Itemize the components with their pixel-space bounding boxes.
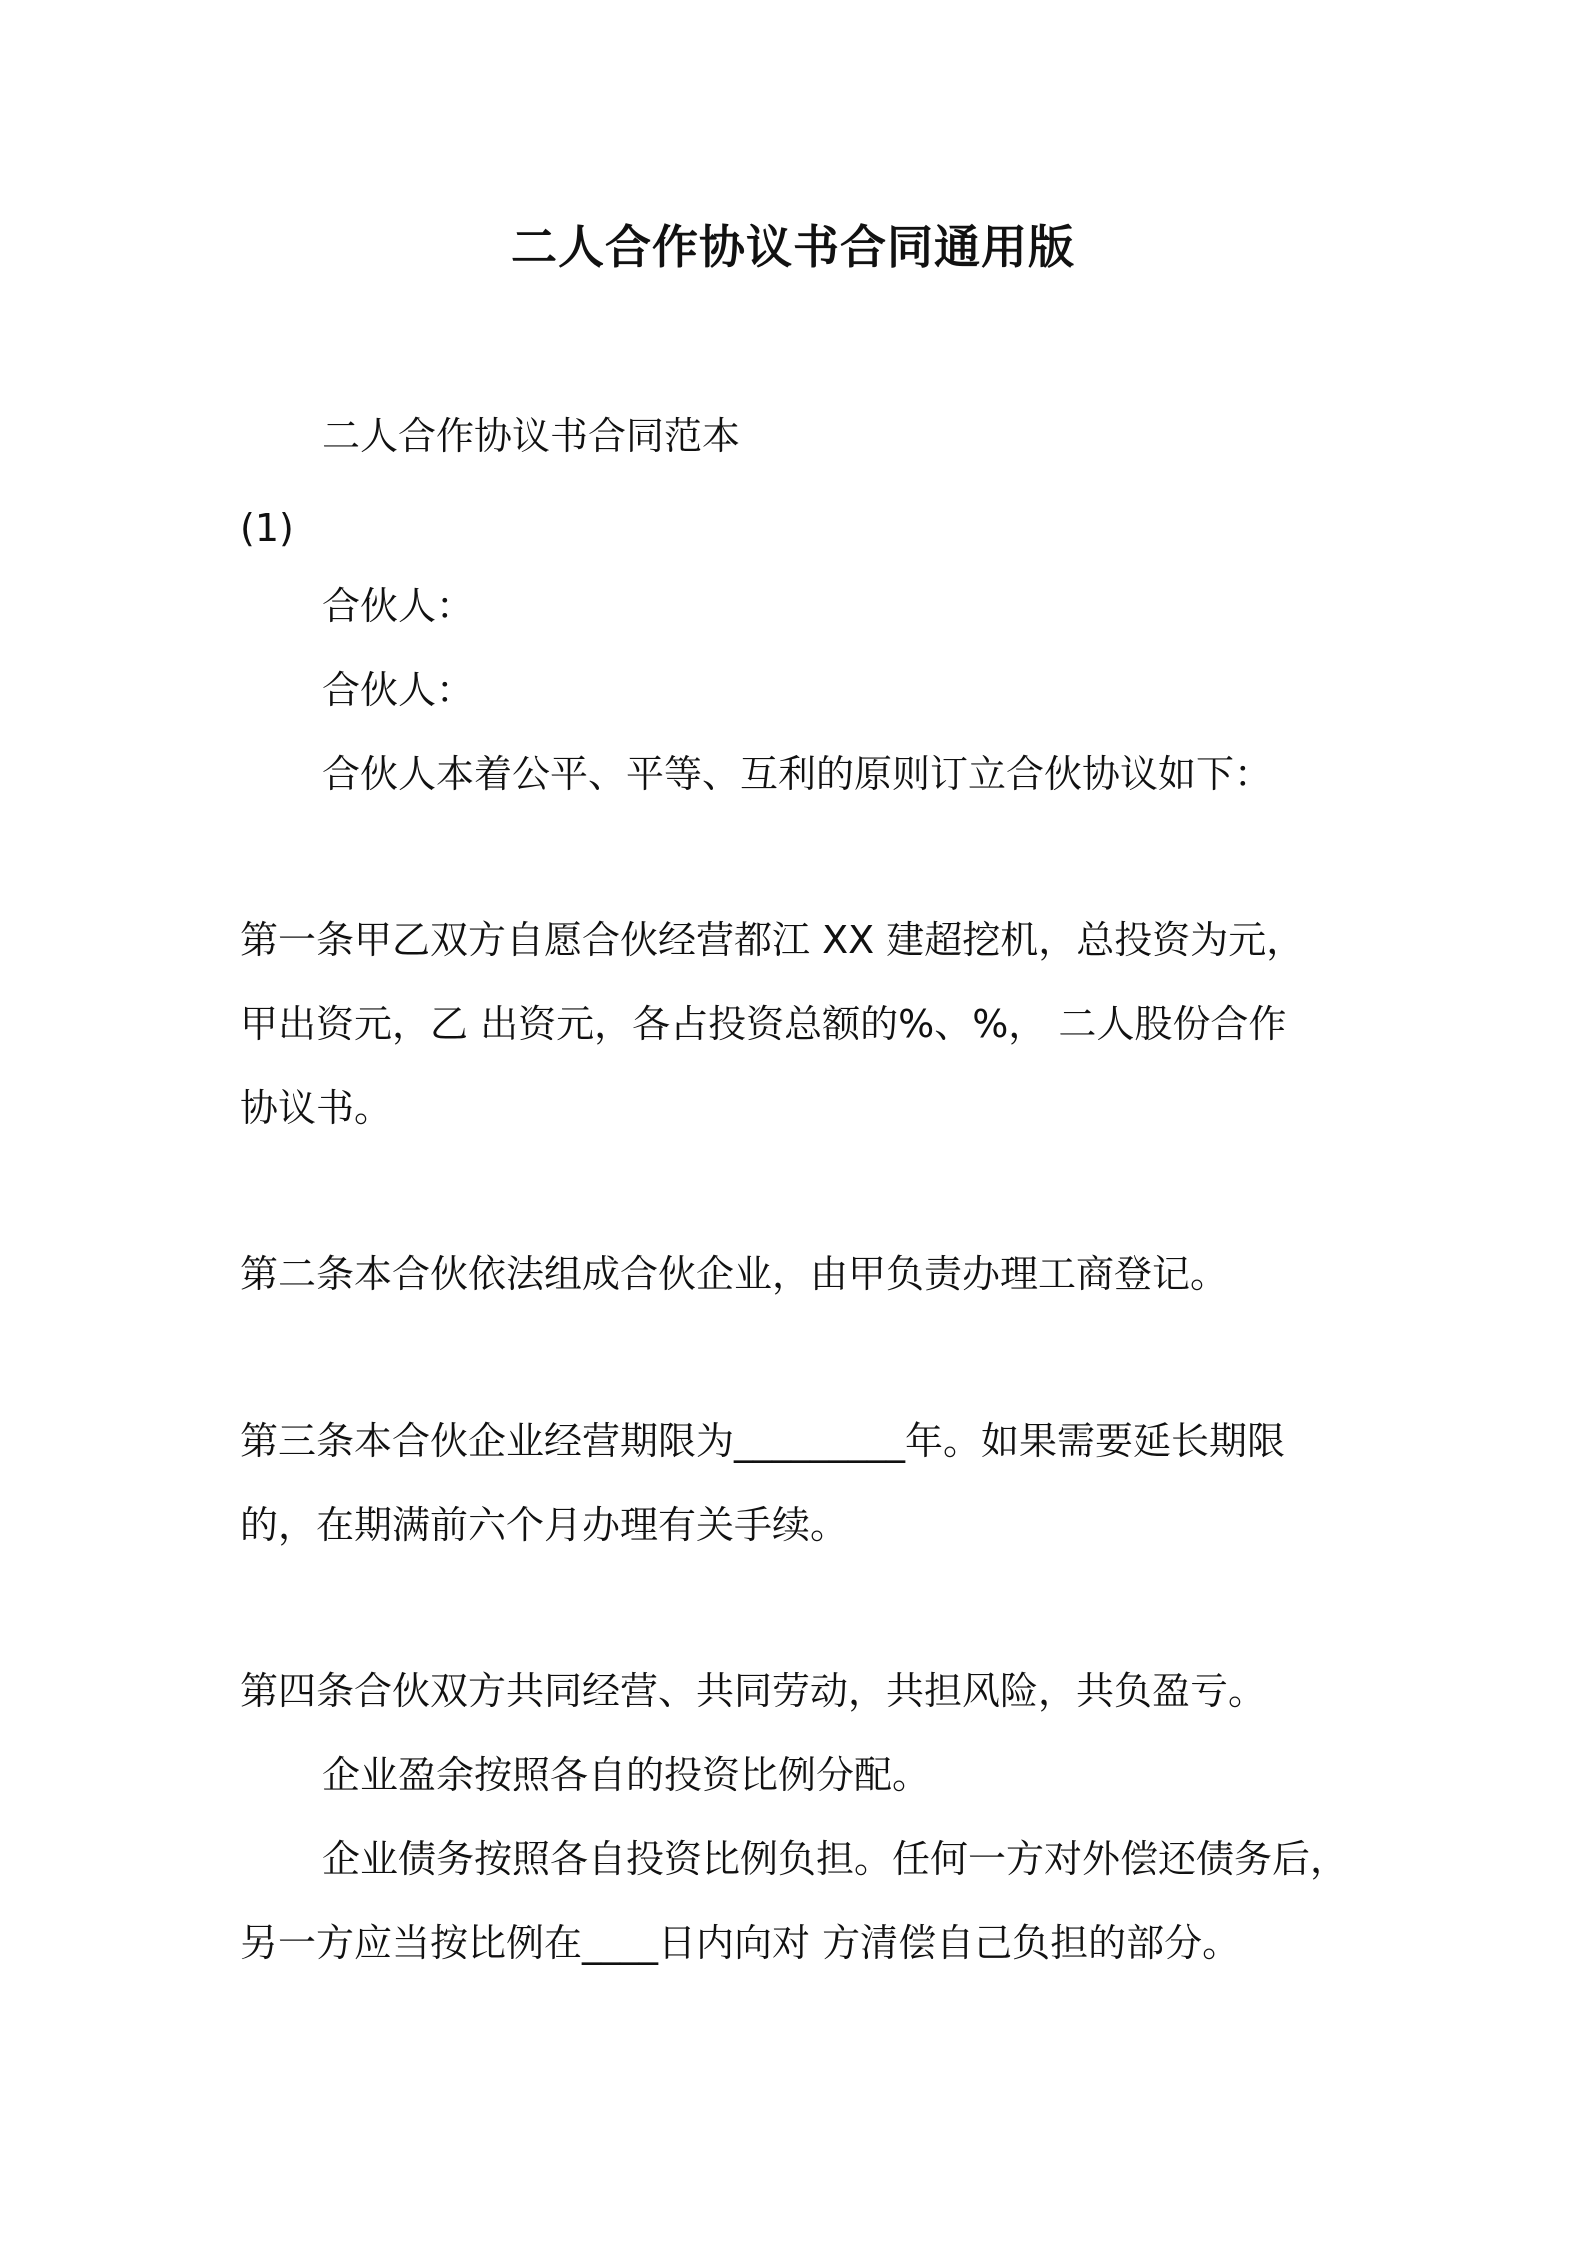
article-4-line-4: 另一方应当按比例在____日内向对 方清偿自己负担的部分。 [240, 1921, 1241, 1965]
section-number: (1) [240, 506, 294, 550]
article-1-line-1: 第一条甲乙双方自愿合伙经营都江 XX 建超挖机，总投资为元， [240, 918, 1305, 962]
article-1-line-2: 甲出资元，乙 出资元，各占投资总额的%、%， 二人股份合作 [240, 1002, 1287, 1046]
article-4-line-2: 企业盈余按照各自的投资比例分配。 [322, 1753, 931, 1797]
partner-line-1: 合伙人： [322, 584, 475, 628]
article-3-line-1: 第三条本合伙企业经营期限为_________年。如果需要延长期限 [240, 1419, 1286, 1463]
article-3-line-2: 的，在期满前六个月办理有关手续。 [240, 1503, 849, 1547]
article-4-line-3: 企业债务按照各自投资比例负担。任何一方对外偿还债务后， [322, 1837, 1349, 1881]
partner-line-2: 合伙人： [322, 668, 475, 712]
article-1-line-3: 协议书。 [240, 1086, 393, 1130]
preamble: 合伙人本着公平、平等、互利的原则订立合伙协议如下： [322, 752, 1273, 796]
document-title: 二人合作协议书合同通用版 [511, 220, 1075, 274]
article-2: 第二条本合伙依法组成合伙企业，由甲负责办理工商登记。 [240, 1252, 1229, 1296]
article-4-line-1: 第四条合伙双方共同经营、共同劳动，共担风险，共负盈亏。 [240, 1669, 1267, 1713]
subtitle: 二人合作协议书合同范本 [322, 414, 741, 458]
